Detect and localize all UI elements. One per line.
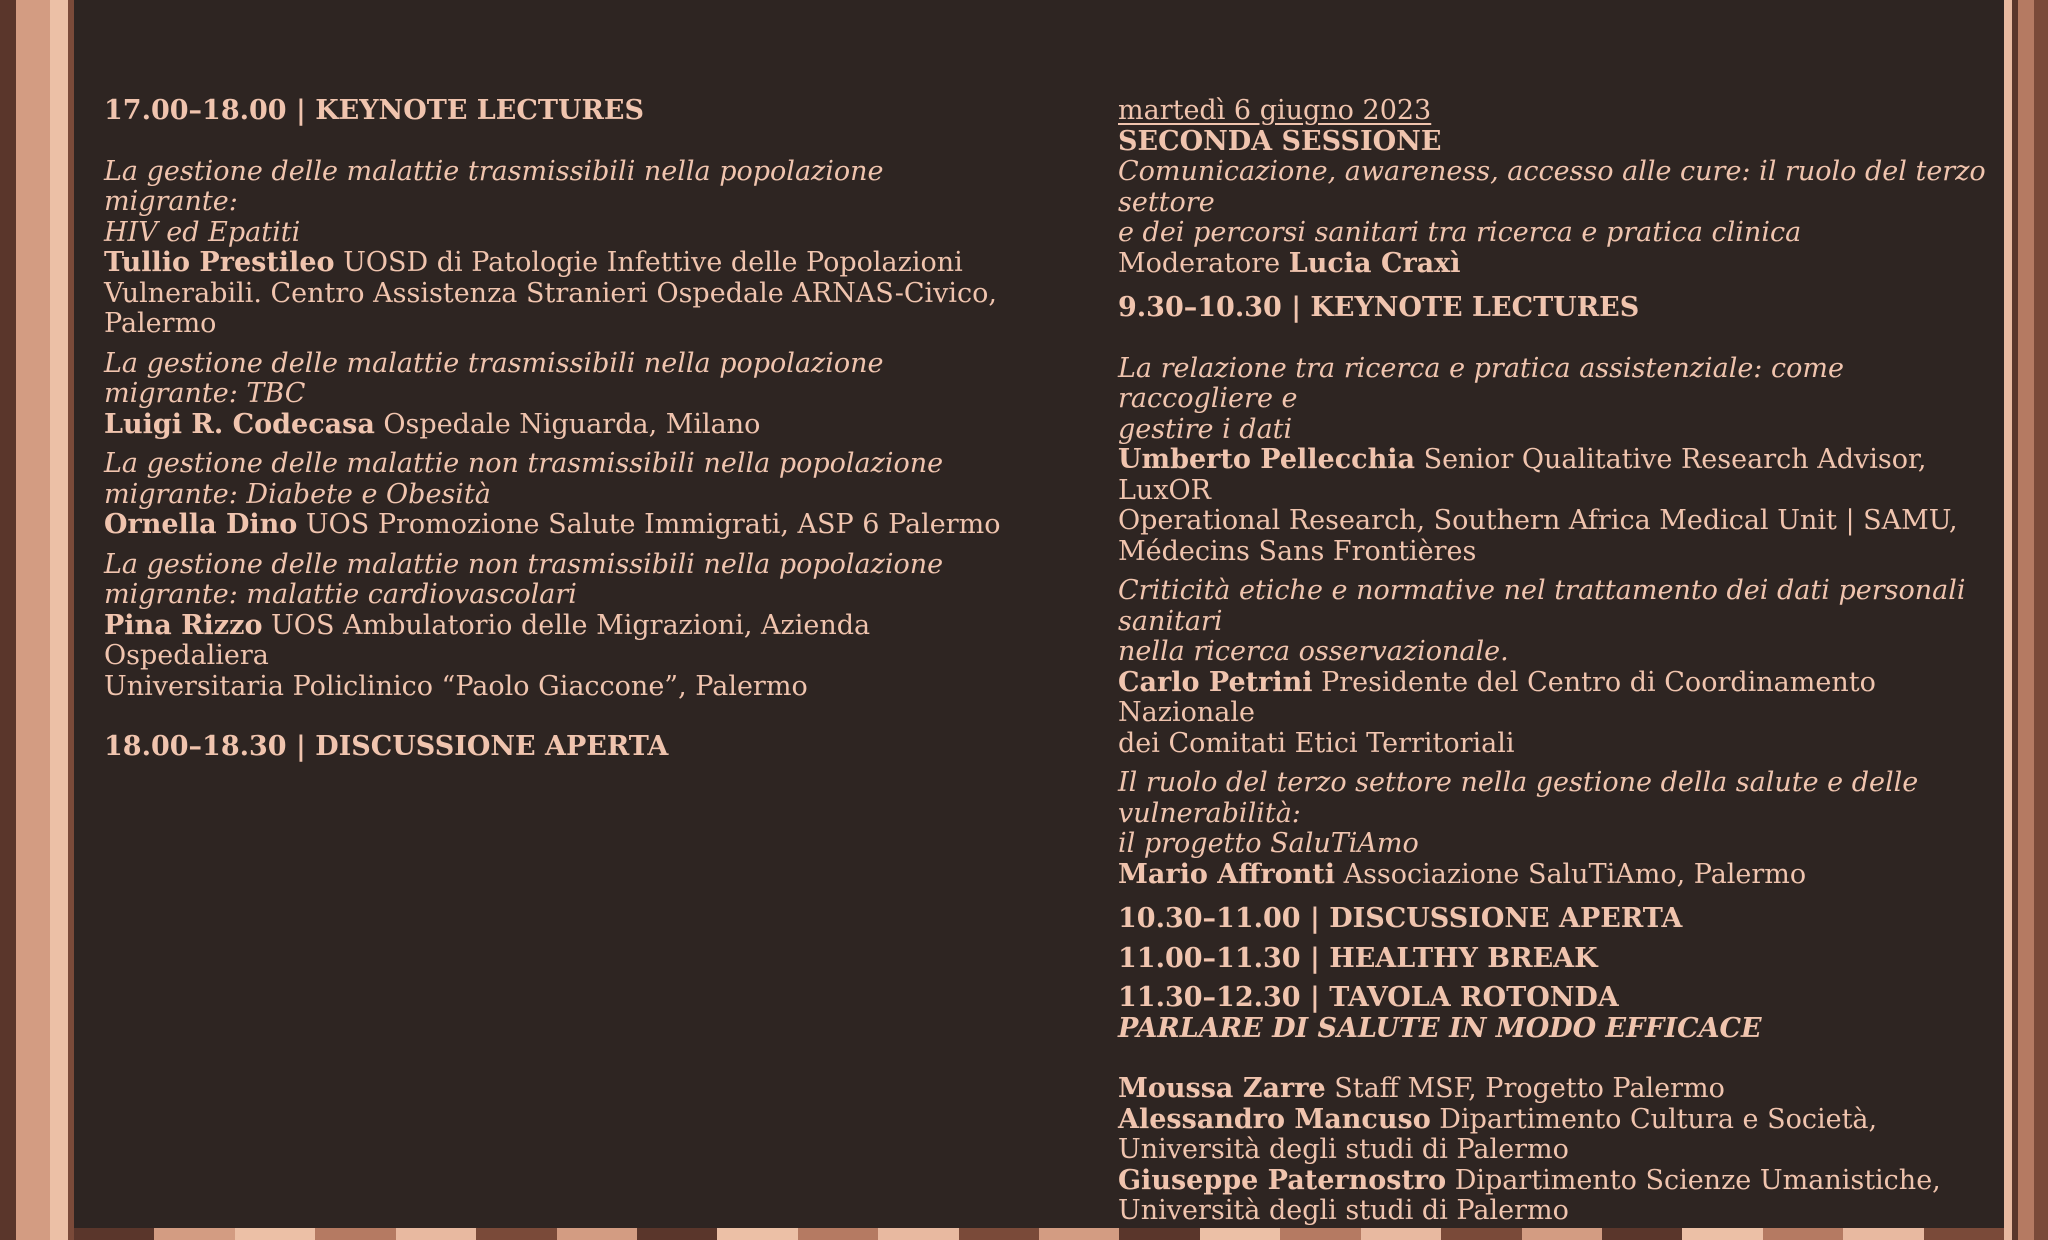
- speaker-affiliation: UOS Promozione Salute Immigrati, ASP 6 Palermo: [297, 509, 1001, 540]
- session-title: Comunicazione, awareness, accesso alle cure: il ruolo del terzo settore: [1118, 156, 1986, 218]
- speaker-name: Luigi R. Codecasa: [104, 408, 375, 440]
- speaker-affiliation: Palermo: [104, 308, 217, 339]
- keynote-heading-right: 9.30–10.30 | KEYNOTE LECTURES: [1118, 292, 1640, 323]
- session-date: martedì 6 giugno 2023: [1118, 95, 1432, 126]
- right-column: [1118, 96, 1998, 1227]
- speaker-name: Ornella Dino: [104, 509, 298, 540]
- speaker-affiliation: Senior Qualitative Research Advisor, LuxOR: [1118, 444, 1927, 506]
- session-title: e dei percorsi sanitari tra ricerca e pratica clinica: [1118, 217, 1802, 248]
- talk-title: gestire i dati: [1118, 413, 1293, 445]
- talk-item: [1118, 768, 1998, 890]
- speaker-affiliation: Dipartimento Scienze Umanistiche,: [1446, 1164, 1941, 1196]
- roundtable-title: PARLARE DI SALUTE IN MODO EFFICACE: [1118, 1012, 1762, 1044]
- session-name: SECONDA SESSIONE: [1118, 125, 1442, 157]
- moderator-line: [1118, 249, 1998, 280]
- talk-title: HIV ed Epatiti: [104, 216, 301, 248]
- speaker-affiliation: Associazione SaluTiAmo, Palermo: [1334, 858, 1807, 890]
- speaker-affiliation: Presidente del Centro di Coordinamento Nazionale: [1118, 666, 1876, 728]
- talk-item: [104, 449, 1004, 541]
- speaker-affiliation: UOS Ambulatorio delle Migrazioni, Azienda Ospedaliera: [104, 609, 871, 671]
- bottom-decorative-strip: [74, 1228, 2004, 1240]
- speaker-affiliation: Dipartimento Cultura e Società,: [1430, 1103, 1878, 1135]
- speaker-affiliation: dei Comitati Etici Territoriali: [1118, 727, 1515, 759]
- speaker-affiliation: Universitaria Policlinico “Paolo Giaccone”, Palermo: [104, 670, 808, 702]
- speaker-affiliation: Ospedale Niguarda, Milano: [374, 408, 761, 440]
- list-item: [1118, 1074, 1998, 1105]
- list-item: [1118, 1166, 1998, 1197]
- talk-title: nella ricerca osservazionale.: [1118, 636, 1509, 667]
- speaker-affiliation: Operational Research, Southern Africa Medical Unit | SAMU,: [1118, 505, 1958, 536]
- left-decorative-stripes: [0, 0, 74, 1240]
- talk-title: La relazione tra ricerca e pratica assistenziale: come raccogliere e: [1118, 352, 1844, 414]
- roundtable-heading: 11.30–12.30 | TAVOLA ROTONDA: [1118, 982, 1619, 1013]
- speaker-name: Carlo Petrini: [1118, 666, 1313, 698]
- speaker-affiliation: UOSD di Patologie Infettive delle Popolazioni: [334, 247, 963, 278]
- talk-item: [104, 349, 1004, 441]
- speaker-name: Pina Rizzo: [104, 609, 263, 641]
- speaker-name: Umberto Pellecchia: [1118, 444, 1415, 475]
- speaker-affiliation: Vulnerabili. Centro Assistenza Stranieri Ospedale ARNAS-Civico,: [104, 277, 997, 309]
- talk-title: il progetto SaluTiAmo: [1118, 828, 1419, 859]
- speaker-affiliation: Università degli studi di Palermo: [1118, 1134, 1569, 1165]
- discussion-heading-left: 18.00–18.30 | DISCUSSIONE APERTA: [104, 731, 669, 762]
- talk-title: La gestione delle malattie non trasmissibili nella popolazione: [104, 448, 944, 479]
- talk-title: La gestione delle malattie trasmissibili nella popolazione migrante: TBC: [104, 347, 884, 409]
- talk-title: La gestione delle malattie trasmissibili nella popolazione migrante:: [104, 155, 884, 217]
- moderator-name: Lucia Craxì: [1288, 247, 1461, 279]
- talk-item: [104, 157, 1004, 340]
- talk-title: La gestione delle malattie non trasmissibili nella popolazione: [104, 548, 944, 580]
- right-decorative-stripes: [2004, 0, 2048, 1240]
- speaker-name: Alessandro Mancuso: [1118, 1103, 1431, 1135]
- discussion-heading-right: 10.30–11.00 | DISCUSSIONE APERTA: [1118, 903, 1683, 934]
- speaker-name: Giuseppe Paternostro: [1118, 1164, 1447, 1196]
- speaker-name: Mario Affronti: [1118, 858, 1335, 890]
- break-heading: 11.00–11.30 | HEALTHY BREAK: [1118, 942, 1598, 974]
- panel-list: [1118, 1074, 1998, 1227]
- talk-title: Il ruolo del terzo settore nella gestione della salute e delle vulnerabilità:: [1118, 767, 1919, 829]
- talk-item: [104, 550, 1004, 703]
- keynote-heading-left: 17.00–18.00 | KEYNOTE LECTURES: [104, 95, 645, 126]
- talk-title: Criticità etiche e normative nel trattamento dei dati personali sanitari: [1118, 575, 1966, 637]
- speaker-affiliation: Médecins Sans Frontières: [1118, 535, 1477, 567]
- list-item: [1118, 1105, 1998, 1136]
- moderator-label: Moderatore: [1118, 247, 1289, 279]
- talk-title: migrante: malattie cardiovascolari: [104, 579, 577, 610]
- talk-item: [1118, 576, 1998, 759]
- left-column: [104, 96, 1004, 763]
- speaker-affiliation: Staff MSF, Progetto Palermo: [1325, 1073, 1725, 1104]
- talk-title: migrante: Diabete e Obesità: [104, 478, 491, 510]
- speaker-name: Moussa Zarre: [1118, 1073, 1326, 1104]
- speaker-name: Tullio Prestileo: [104, 247, 335, 278]
- talk-item: [1118, 354, 1998, 568]
- speaker-affiliation: Università degli studi di Palermo: [1118, 1195, 1569, 1226]
